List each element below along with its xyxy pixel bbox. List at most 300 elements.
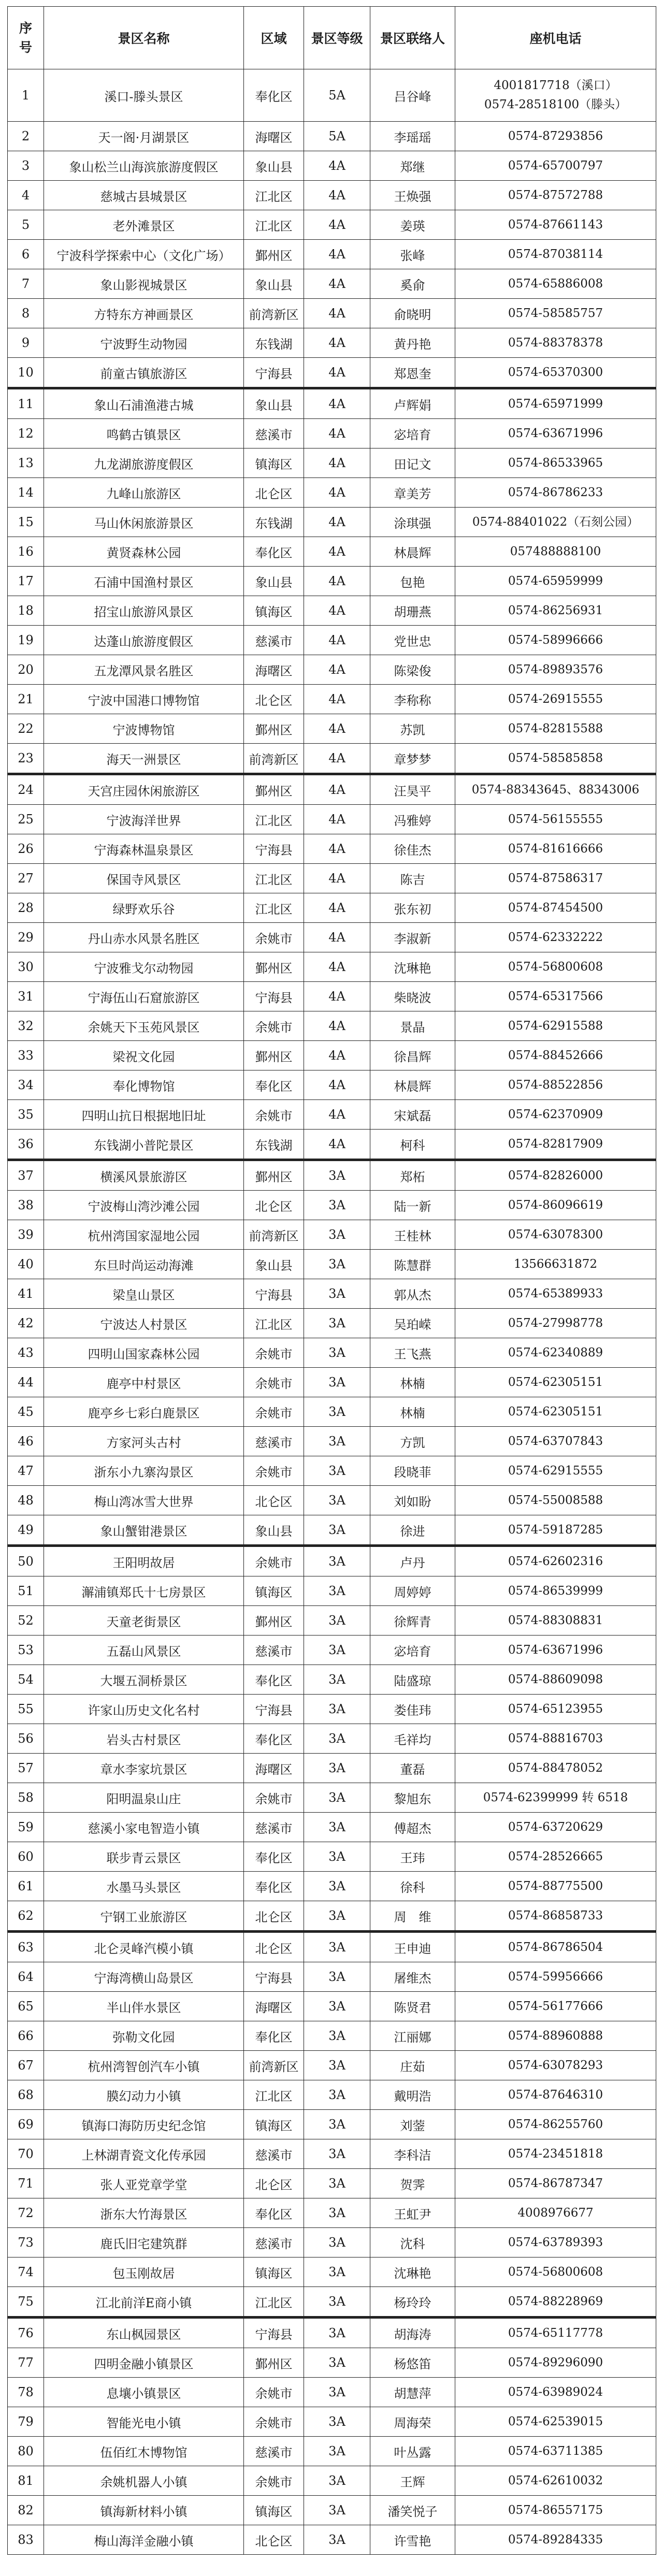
phone-cell: 0574-88401022（石刻公园） — [455, 508, 656, 537]
region-cell: 江北区 — [244, 805, 304, 834]
serial-number-cell: 28 — [8, 893, 44, 923]
contact-person-cell: 徐昌辉 — [370, 1041, 455, 1070]
phone-cell: 0574-62305151 — [455, 1397, 656, 1427]
phone-cell: 0574-27998778 — [455, 1309, 656, 1338]
grade-cell: 4A — [304, 596, 370, 626]
phone-cell: 0574-58585858 — [455, 744, 656, 774]
region-cell: 海曙区 — [244, 1992, 304, 2021]
table-row — [8, 1011, 656, 1041]
contact-person-cell: 郑柘 — [370, 1160, 455, 1191]
region-cell: 余姚市 — [244, 2407, 304, 2437]
scenic-name-cell: 王阳明故居 — [44, 1546, 244, 1576]
scenic-name-cell: 宁波梅山湾沙滩公园 — [44, 1191, 244, 1220]
region-cell: 鄞州区 — [244, 1606, 304, 1636]
grade-cell: 3A — [304, 2437, 370, 2466]
contact-person-cell: 包艳 — [370, 567, 455, 596]
scenic-name-cell: 上林湖青瓷文化传承园 — [44, 2139, 244, 2169]
table-row — [8, 2080, 656, 2110]
phone-cell: 0574-89893576 — [455, 655, 656, 685]
contact-person-cell: 胡慧萍 — [370, 2378, 455, 2407]
contact-person-cell: 陈吉 — [370, 864, 455, 893]
contact-person-cell: 刘蓥 — [370, 2110, 455, 2139]
serial-number-cell: 44 — [8, 1368, 44, 1397]
region-cell: 象山县 — [244, 1515, 304, 1546]
region-cell: 慈溪市 — [244, 2228, 304, 2257]
table-row — [8, 478, 656, 508]
serial-number-cell: 67 — [8, 2051, 44, 2080]
scenic-name-cell: 杭州湾国家湿地公园 — [44, 1220, 244, 1250]
header-region: 区域 — [244, 7, 304, 69]
scenic-name-cell: 东钱湖小普陀景区 — [44, 1130, 244, 1160]
serial-number-cell: 12 — [8, 419, 44, 448]
serial-number-cell: 13 — [8, 448, 44, 478]
grade-cell: 3A — [304, 1932, 370, 1962]
scenic-name-cell: 智能光电小镇 — [44, 2407, 244, 2437]
region-cell: 余姚市 — [244, 1100, 304, 1130]
grade-cell: 4A — [304, 240, 370, 269]
region-cell: 余姚市 — [244, 1546, 304, 1576]
serial-number-cell: 26 — [8, 834, 44, 864]
serial-number-cell: 16 — [8, 537, 44, 567]
scenic-name-cell: 水墨马头景区 — [44, 1872, 244, 1901]
serial-number-cell: 83 — [8, 2525, 44, 2555]
phone-cell: 0574-63671996 — [455, 1636, 656, 1665]
table-row — [8, 1783, 656, 1813]
phone-cell: 0574-62370909 — [455, 1100, 656, 1130]
phone-cell: 0574-87572788 — [455, 181, 656, 210]
scenic-name-cell: 招宝山旅游风景区 — [44, 596, 244, 626]
serial-number-cell: 47 — [8, 1456, 44, 1486]
grade-cell: 3A — [304, 2080, 370, 2110]
phone-cell: 0574-88308831 — [455, 1606, 656, 1636]
table-row — [8, 1338, 656, 1368]
serial-number-cell: 78 — [8, 2378, 44, 2407]
contact-person-cell: 庄茹 — [370, 2051, 455, 2080]
table-row — [8, 1130, 656, 1160]
serial-number-cell: 60 — [8, 1842, 44, 1872]
scenic-name-cell: 老外滩景区 — [44, 210, 244, 240]
serial-number-cell: 22 — [8, 714, 44, 744]
scenic-name-cell: 梅山海洋金融小镇 — [44, 2525, 244, 2555]
grade-cell: 4A — [304, 1041, 370, 1070]
contact-person-cell: 徐辉青 — [370, 1606, 455, 1636]
grade-cell: 3A — [304, 1486, 370, 1515]
region-cell: 奉化区 — [244, 2198, 304, 2228]
table-row — [8, 299, 656, 328]
table-row — [8, 1813, 656, 1842]
serial-number-cell: 76 — [8, 2318, 44, 2348]
region-cell: 东钱湖 — [244, 508, 304, 537]
scenic-name-cell: 梅山湾冰雪大世界 — [44, 1486, 244, 1515]
scenic-name-cell: 横溪风景旅游区 — [44, 1160, 244, 1191]
table-row — [8, 2437, 656, 2466]
contact-person-cell: 张东初 — [370, 893, 455, 923]
region-cell: 北仑区 — [244, 1486, 304, 1515]
grade-cell: 3A — [304, 1665, 370, 1695]
scenic-name-cell: 岩头古村景区 — [44, 1724, 244, 1754]
region-cell: 象山县 — [244, 151, 304, 181]
region-cell: 象山县 — [244, 388, 304, 419]
grade-cell: 4A — [304, 923, 370, 952]
scenic-name-cell: 浙东小九寨沟景区 — [44, 1456, 244, 1486]
phone-cell: 0574-82815588 — [455, 714, 656, 744]
region-cell: 宁海县 — [244, 1695, 304, 1724]
grade-cell: 3A — [304, 2110, 370, 2139]
contact-person-cell: 屠维杰 — [370, 1962, 455, 1992]
table-row — [8, 1427, 656, 1456]
table-row — [8, 2318, 656, 2348]
serial-number-cell: 41 — [8, 1279, 44, 1309]
region-cell: 镇海区 — [244, 2110, 304, 2139]
grade-cell: 3A — [304, 1456, 370, 1486]
grade-cell: 4A — [304, 181, 370, 210]
phone-cell: 0574-87038114 — [455, 240, 656, 269]
region-cell: 慈溪市 — [244, 1813, 304, 1842]
phone-cell: 0574-56800608 — [455, 2257, 656, 2287]
region-cell: 宁海县 — [244, 358, 304, 388]
grade-cell: 4A — [304, 744, 370, 774]
scenic-name-cell: 浙东大竹海景区 — [44, 2198, 244, 2228]
phone-cell: 0574-23451818 — [455, 2139, 656, 2169]
table-row — [8, 744, 656, 774]
contact-person-cell: 傅超杰 — [370, 1813, 455, 1842]
grade-cell: 3A — [304, 1250, 370, 1279]
grade-cell: 3A — [304, 1515, 370, 1546]
table-row — [8, 1041, 656, 1070]
phone-cell: 0574-62399999 转 6518 — [455, 1783, 656, 1813]
phone-cell: 0574-65886008 — [455, 269, 656, 299]
phone-cell: 0574-82826000 — [455, 1160, 656, 1191]
phone-cell: 0574-56177666 — [455, 1992, 656, 2021]
phone-cell: 0574-56155555 — [455, 805, 656, 834]
table-row — [8, 1070, 656, 1100]
phone-cell: 0574-63720629 — [455, 1813, 656, 1842]
scenic-name-cell: 马山休闲旅游景区 — [44, 508, 244, 537]
region-cell: 余姚市 — [244, 2466, 304, 2496]
phone-cell: 0574-88378378 — [455, 328, 656, 358]
grade-cell: 3A — [304, 1279, 370, 1309]
grade-cell: 4A — [304, 626, 370, 655]
serial-number-cell: 66 — [8, 2021, 44, 2051]
scenic-name-cell: 东旦时尚运动海滩 — [44, 1250, 244, 1279]
table-row — [8, 1100, 656, 1130]
scenic-name-cell: 慈城古县城景区 — [44, 181, 244, 210]
contact-person-cell: 沈琳艳 — [370, 2257, 455, 2287]
grade-cell: 4A — [304, 478, 370, 508]
serial-number-cell: 25 — [8, 805, 44, 834]
scenic-name-cell: 方家河头古村 — [44, 1427, 244, 1456]
scenic-name-cell: 四明山抗日根据地旧址 — [44, 1100, 244, 1130]
serial-number-cell: 46 — [8, 1427, 44, 1456]
table-row — [8, 1842, 656, 1872]
table-row — [8, 537, 656, 567]
region-cell: 江北区 — [244, 210, 304, 240]
scenic-name-cell: 宁波雅戈尔动物园 — [44, 952, 244, 982]
serial-number-cell: 35 — [8, 1100, 44, 1130]
phone-cell: 0574-86786233 — [455, 478, 656, 508]
grade-cell: 3A — [304, 2228, 370, 2257]
contact-person-cell: 潘笑悦子 — [370, 2496, 455, 2525]
scenic-name-cell: 奉化博物馆 — [44, 1070, 244, 1100]
scenic-name-cell: 石浦中国渔村景区 — [44, 567, 244, 596]
region-cell: 江北区 — [244, 864, 304, 893]
grade-cell: 3A — [304, 2169, 370, 2198]
region-cell: 奉化区 — [244, 1842, 304, 1872]
region-cell: 江北区 — [244, 893, 304, 923]
region-cell: 奉化区 — [244, 1070, 304, 1100]
contact-person-cell: 卢辉娟 — [370, 388, 455, 419]
serial-number-cell: 52 — [8, 1606, 44, 1636]
contact-person-cell: 吴珀嵘 — [370, 1309, 455, 1338]
contact-person-cell: 段晓菲 — [370, 1456, 455, 1486]
scenic-name-cell: 鸣鹤古镇景区 — [44, 419, 244, 448]
region-cell: 北仑区 — [244, 2525, 304, 2555]
serial-number-cell: 64 — [8, 1962, 44, 1992]
scenic-name-cell: 宁海湾横山岛景区 — [44, 1962, 244, 1992]
scenic-name-cell: 溪口-滕头景区 — [44, 69, 244, 122]
table-row — [8, 1901, 656, 1932]
region-cell: 宁海县 — [244, 1962, 304, 1992]
scenic-name-cell: 东山枫园景区 — [44, 2318, 244, 2348]
grade-cell: 3A — [304, 2348, 370, 2378]
contact-person-cell: 宓培育 — [370, 419, 455, 448]
contact-person-cell: 汪昊平 — [370, 774, 455, 805]
grade-cell: 3A — [304, 1842, 370, 1872]
phone-cell: 0574-89296090 — [455, 2348, 656, 2378]
phone-cell: 0574-88228969 — [455, 2287, 656, 2318]
scenic-name-cell: 江北前洋E商小镇 — [44, 2287, 244, 2318]
scenic-name-cell: 鹿亭中村景区 — [44, 1368, 244, 1397]
region-cell: 镇海区 — [244, 448, 304, 478]
contact-person-cell: 陆盛琼 — [370, 1665, 455, 1695]
serial-number-cell: 19 — [8, 626, 44, 655]
serial-number-cell: 61 — [8, 1872, 44, 1901]
region-cell: 余姚市 — [244, 923, 304, 952]
table-row — [8, 714, 656, 744]
region-cell: 奉化区 — [244, 537, 304, 567]
phone-cell: 13566631872 — [455, 1250, 656, 1279]
scenic-name-cell: 余姚机器人小镇 — [44, 2466, 244, 2496]
phone-cell: 0574-59956666 — [455, 1962, 656, 1992]
contact-person-cell: 陈梁俊 — [370, 655, 455, 685]
serial-number-cell: 79 — [8, 2407, 44, 2437]
grade-cell: 3A — [304, 1813, 370, 1842]
serial-number-cell: 71 — [8, 2169, 44, 2198]
table-row — [8, 1962, 656, 1992]
region-cell: 鄞州区 — [244, 2348, 304, 2378]
region-cell: 象山县 — [244, 1250, 304, 1279]
region-cell: 余姚市 — [244, 1783, 304, 1813]
serial-number-cell: 3 — [8, 151, 44, 181]
region-cell: 海曙区 — [244, 1754, 304, 1783]
serial-number-cell: 81 — [8, 2466, 44, 2496]
table-row — [8, 2021, 656, 2051]
scenic-name-cell: 象山石浦渔港古城 — [44, 388, 244, 419]
scenic-name-cell: 宁波海洋世界 — [44, 805, 244, 834]
grade-cell: 3A — [304, 1872, 370, 1901]
table-row — [8, 1992, 656, 2021]
table-row — [8, 181, 656, 210]
table-row — [8, 596, 656, 626]
region-cell: 奉化区 — [244, 1724, 304, 1754]
phone-cell: 0574-88522856 — [455, 1070, 656, 1100]
grade-cell: 3A — [304, 1160, 370, 1191]
contact-person-cell: 毛祥均 — [370, 1724, 455, 1754]
table-row — [8, 210, 656, 240]
contact-person-cell: 方凯 — [370, 1427, 455, 1456]
table-row — [8, 1250, 656, 1279]
header-row — [8, 7, 656, 69]
contact-person-cell: 周婷婷 — [370, 1576, 455, 1606]
grade-cell: 3A — [304, 2021, 370, 2051]
contact-person-cell: 胡珊燕 — [370, 596, 455, 626]
table-row — [8, 2525, 656, 2555]
scenic-name-cell: 伍佰红木博物馆 — [44, 2437, 244, 2466]
serial-number-cell: 32 — [8, 1011, 44, 1041]
scenic-name-cell: 宁波达人村景区 — [44, 1309, 244, 1338]
phone-cell: 0574-87454500 — [455, 893, 656, 923]
contact-person-cell: 姜瑛 — [370, 210, 455, 240]
phone-cell: 0574-58996666 — [455, 626, 656, 655]
grade-cell: 4A — [304, 893, 370, 923]
serial-number-cell: 72 — [8, 2198, 44, 2228]
table-row — [8, 2348, 656, 2378]
scenic-name-cell: 天童老街景区 — [44, 1606, 244, 1636]
grade-cell: 3A — [304, 1992, 370, 2021]
grade-cell: 3A — [304, 2496, 370, 2525]
phone-cell: 0574-65317566 — [455, 982, 656, 1011]
table-row — [8, 1665, 656, 1695]
phone-cell: 0574-63711385 — [455, 2437, 656, 2466]
grade-cell: 4A — [304, 508, 370, 537]
scenic-name-cell: 北仑灵峰汽模小镇 — [44, 1932, 244, 1962]
serial-number-cell: 51 — [8, 1576, 44, 1606]
table-row — [8, 2287, 656, 2318]
scenic-name-cell: 息壤小镇景区 — [44, 2378, 244, 2407]
scenic-name-cell: 四明山国家森林公园 — [44, 1338, 244, 1368]
table-row — [8, 567, 656, 596]
region-cell: 江北区 — [244, 2287, 304, 2318]
region-cell: 宁海县 — [244, 834, 304, 864]
phone-cell: 0574-62915555 — [455, 1456, 656, 1486]
region-cell: 宁海县 — [244, 2318, 304, 2348]
serial-number-cell: 4 — [8, 181, 44, 210]
scenic-name-cell: 联步青云景区 — [44, 1842, 244, 1872]
contact-person-cell: 黎旭东 — [370, 1783, 455, 1813]
serial-number-cell: 18 — [8, 596, 44, 626]
phone-cell: 0574-63078293 — [455, 2051, 656, 2080]
grade-cell: 4A — [304, 774, 370, 805]
scenic-name-cell: 梁皇山景区 — [44, 1279, 244, 1309]
grade-cell: 4A — [304, 210, 370, 240]
table-row — [8, 864, 656, 893]
table-row — [8, 1309, 656, 1338]
region-cell: 慈溪市 — [244, 2437, 304, 2466]
phone-cell: 0574-86786504 — [455, 1932, 656, 1962]
scenic-name-cell: 达蓬山旅游度假区 — [44, 626, 244, 655]
serial-number-cell: 62 — [8, 1901, 44, 1932]
serial-number-cell: 75 — [8, 2287, 44, 2318]
grade-cell: 3A — [304, 2139, 370, 2169]
serial-number-cell: 27 — [8, 864, 44, 893]
region-cell: 鄞州区 — [244, 1041, 304, 1070]
contact-person-cell: 章美芳 — [370, 478, 455, 508]
serial-number-cell: 10 — [8, 358, 44, 388]
scenic-name-cell: 方特东方神画景区 — [44, 299, 244, 328]
serial-number-cell: 30 — [8, 952, 44, 982]
serial-number-cell: 56 — [8, 1724, 44, 1754]
phone-cell: 0574-55008588 — [455, 1486, 656, 1515]
phone-cell: 0574-88816703 — [455, 1724, 656, 1754]
grade-cell: 3A — [304, 1576, 370, 1606]
table-row — [8, 1220, 656, 1250]
region-cell: 慈溪市 — [244, 1636, 304, 1665]
phone-cell: 0574-59187285 — [455, 1515, 656, 1546]
region-cell: 北仑区 — [244, 1901, 304, 1932]
serial-number-cell: 50 — [8, 1546, 44, 1576]
serial-number-cell: 1 — [8, 69, 44, 122]
contact-person-cell: 陆一新 — [370, 1191, 455, 1220]
phone-cell: 0574-28526665 — [455, 1842, 656, 1872]
phone-cell: 0574-65123955 — [455, 1695, 656, 1724]
contact-person-cell: 郑继 — [370, 151, 455, 181]
table-row — [8, 269, 656, 299]
contact-person-cell: 宓培育 — [370, 1636, 455, 1665]
region-cell: 镇海区 — [244, 596, 304, 626]
grade-cell: 3A — [304, 2525, 370, 2555]
serial-number-cell: 53 — [8, 1636, 44, 1665]
contact-person-cell: 柯科 — [370, 1130, 455, 1160]
contact-person-cell: 王虹尹 — [370, 2198, 455, 2228]
contact-person-cell: 董磊 — [370, 1754, 455, 1783]
serial-number-cell: 15 — [8, 508, 44, 537]
contact-person-cell: 李淑新 — [370, 923, 455, 952]
table-row — [8, 952, 656, 982]
scenic-name-cell: 五龙潭风景名胜区 — [44, 655, 244, 685]
table-row — [8, 328, 656, 358]
scenic-name-cell: 五磊山风景区 — [44, 1636, 244, 1665]
region-cell: 东钱湖 — [244, 328, 304, 358]
grade-cell: 3A — [304, 1901, 370, 1932]
serial-number-cell: 34 — [8, 1070, 44, 1100]
serial-number-cell: 31 — [8, 982, 44, 1011]
table-row — [8, 2051, 656, 2080]
scenic-name-cell: 宁波科学探索中心（文化广场） — [44, 240, 244, 269]
region-cell: 江北区 — [244, 1309, 304, 1338]
scenic-name-cell: 阳明温泉山庄 — [44, 1783, 244, 1813]
region-cell: 余姚市 — [244, 1397, 304, 1427]
serial-number-cell: 6 — [8, 240, 44, 269]
phone-cell: 0574-63789393 — [455, 2228, 656, 2257]
grade-cell: 3A — [304, 1724, 370, 1754]
contact-person-cell: 许雪艳 — [370, 2525, 455, 2555]
grade-cell: 3A — [304, 2287, 370, 2318]
contact-person-cell: 刘如盼 — [370, 1486, 455, 1515]
scenic-name-cell: 半山伴水景区 — [44, 1992, 244, 2021]
contact-person-cell: 黄丹艳 — [370, 328, 455, 358]
phone-cell: 0574-86787347 — [455, 2169, 656, 2198]
table-row — [8, 1576, 656, 1606]
table-row — [8, 388, 656, 419]
table-row — [8, 2378, 656, 2407]
serial-number-cell: 20 — [8, 655, 44, 685]
serial-number-cell: 40 — [8, 1250, 44, 1279]
serial-number-cell: 65 — [8, 1992, 44, 2021]
grade-cell: 3A — [304, 1695, 370, 1724]
header-phone: 座机电话 — [455, 7, 656, 69]
scenic-name-cell: 梁祝文化园 — [44, 1041, 244, 1070]
grade-cell: 4A — [304, 952, 370, 982]
